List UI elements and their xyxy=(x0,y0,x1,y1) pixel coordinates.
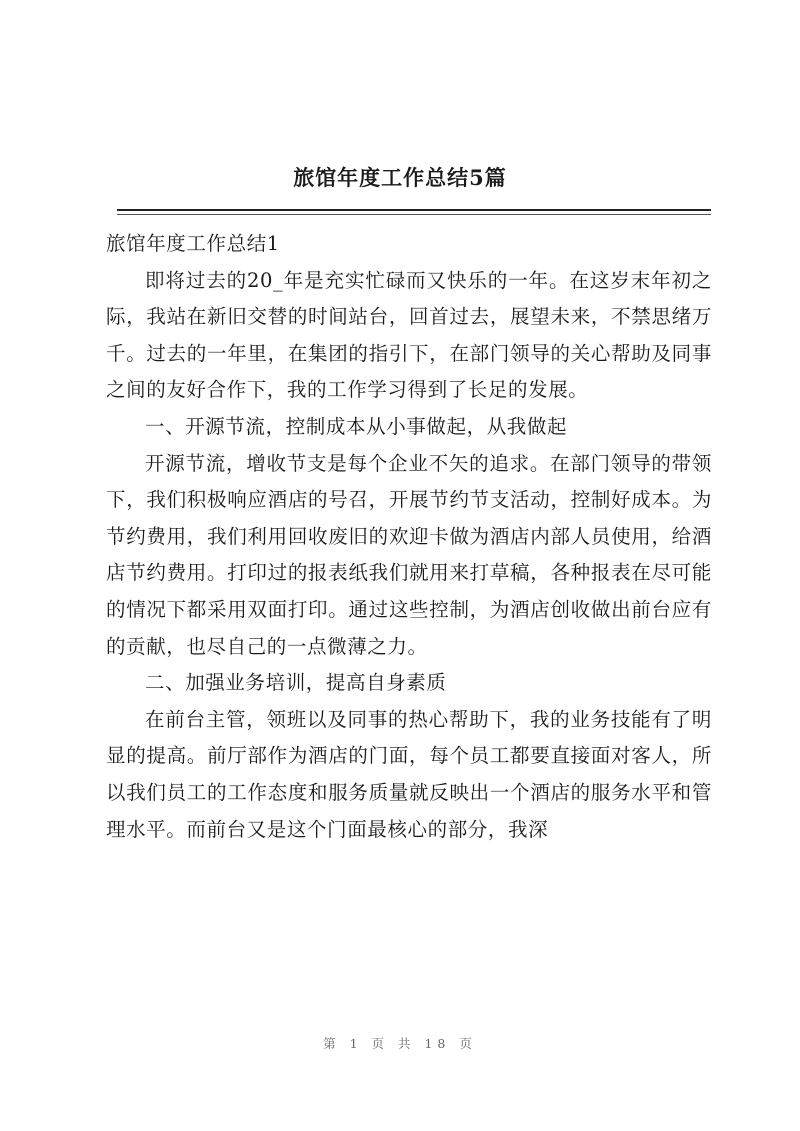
page-number-footer: 第 1 页 共 18 页 xyxy=(323,1036,477,1051)
heading-training: 二、加强业务培训，提高自身素质 xyxy=(145,671,447,695)
section-title: 旅馆年度工作总结1 xyxy=(106,232,280,255)
title-divider-thick xyxy=(117,209,711,211)
document-title: 旅馆年度工作总结5篇 xyxy=(293,165,507,190)
document-body xyxy=(106,226,712,848)
paragraph-intro: 即将过去的20_年是充实忙碌而又快乐的一年。在这岁末年初之际，我站在新旧交替的时间站台，回首过去，展望未来，不禁思绪万千。过去的一年里，在集团的指引下，在部门领导的关心帮助及同事之间的友好合作下，我的工作学习得到了长足的发展。 xyxy=(106,268,712,402)
heading-cost-control: 一、开源节流，控制成本从小事做起，从我做起 xyxy=(145,414,568,438)
title-divider-thin xyxy=(117,214,711,215)
paragraph-training: 在前台主管，领班以及同事的热心帮助下，我的业务技能有了明显的提高。前厅部作为酒店的门面，每个员工都要直接面对客人，所以我们员工的工作态度和服务质量就反映出一个酒店的服务水平和管理水平。而前台又是这个门面最核心的部分，我深 xyxy=(106,707,712,841)
paragraph-cost-control: 开源节流，增收节支是每个企业不矢的追求。在部门领导的带领下，我们积极响应酒店的号召，开展节约节支活动，控制好成本。为节约费用，我们利用回收废旧的欢迎卡做为酒店内部人员使用，给酒店节约费用。打印过的报表纸我们就用来打草稿，各种报表在尽可能的情况下都采用双面打印。通过这些控制，为酒店创收做出前台应有的贡献，也尽自己的一点微薄之力。 xyxy=(106,451,712,658)
